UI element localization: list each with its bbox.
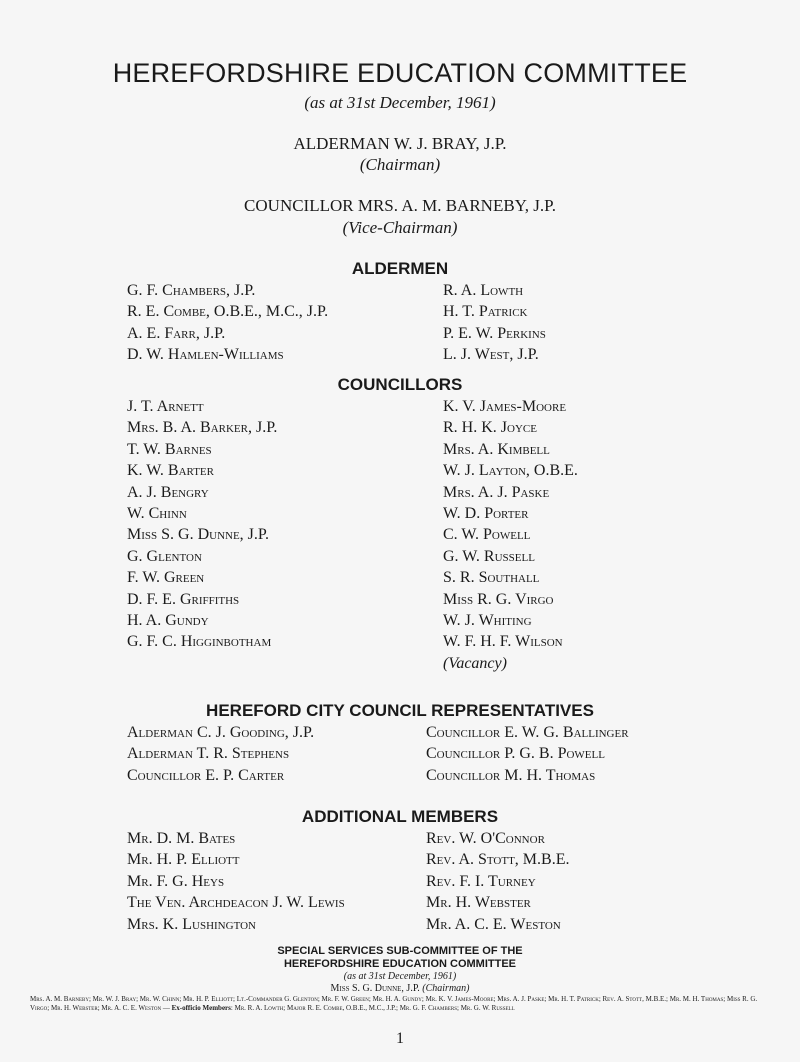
list-item: Mr. F. W. Green — [321, 995, 369, 1003]
list-item: G. W. Russell — [443, 547, 535, 565]
list-item: Mr. M. H. Thomas — [669, 995, 724, 1003]
list-item: Councillor M. H. Thomas — [426, 766, 596, 784]
list-item: Mrs. A. J. Paske — [443, 483, 550, 501]
special-members-list: Mrs. A. M. Barneby; Mr. W. J. Bray; Mr. W. Chinn; Mr. H. P. Elliott; Lt.-Commander G. Glenton; Mr. F. W. Green; Mr. H. A. Gundy; Mr. K. V. James-Moore; Mrs. A. J. Paske; Mr. H. T. Patrick; Rev. A. Stott, M.B.E.; Mr. M. H. Thomas; Miss R. G. Virgo; Mr. H. Webster; Mr. A. C. E. Weston — Ex-officio Members: Mr. R. A. Lowth; Major R. E. Combe, O.B.E., M.C., J.P.; Mr. G. F. Chambers; Mr. G. W. Russell — [30, 995, 758, 1012]
list-item: Mr. H. P. Elliott — [183, 995, 234, 1003]
list-item: H. T. Patrick — [443, 303, 528, 321]
list-item: Miss R. G. Virgo — [30, 995, 758, 1012]
list-item: P. E. W. Perkins — [443, 324, 546, 342]
councillors-left-column — [127, 396, 277, 653]
additional-left-column — [127, 828, 345, 935]
list-item: W. J. Layton, O.B.E. — [443, 462, 578, 480]
list-item: S. R. Southall — [443, 569, 540, 587]
list-item: Mr. H. Webster — [426, 894, 531, 912]
special-heading-line1: SPECIAL SERVICES SUB-COMMITTEE OF THE — [277, 945, 523, 957]
aldermen-left-column — [127, 280, 328, 366]
list-item: Alderman T. R. Stephens — [127, 745, 290, 763]
list-item: G. F. Chambers, J.P. — [127, 282, 256, 299]
list-item: Mr. A. C. E. Weston — [101, 1004, 162, 1012]
ex-officio-heading: Ex-officio Members — [171, 1004, 231, 1012]
document-title: HEREFORDSHIRE EDUCATION COMMITTEE — [112, 58, 688, 88]
list-item: Mr. H. A. Gundy — [372, 995, 422, 1003]
special-date: (as at 31st December, 1961) — [343, 971, 457, 982]
special-chair-name: Miss S. G. Dunne, J.P. — [330, 983, 420, 994]
list-item: Mr. W. Chinn — [139, 995, 180, 1003]
list-item: Mr. H. Webster — [50, 1004, 98, 1012]
city-council-left-column — [127, 722, 314, 786]
list-item: R. H. K. Joyce — [443, 419, 537, 437]
list-item: Rev. F. I. Turney — [426, 872, 536, 890]
councillors-heading: COUNCILLORS — [337, 375, 463, 394]
list-item: R. E. Combe, O.B.E., M.C., J.P. — [127, 303, 329, 321]
list-item: Councillor P. G. B. Powell — [426, 745, 605, 763]
list-item: W. F. H. F. Wilson — [443, 633, 563, 651]
list-item: Mr. A. C. E. Weston — [426, 915, 561, 933]
list-item: Rev. A. Stott, M.B.E. — [602, 995, 667, 1003]
list-item: Alderman C. J. Gooding, J.P. — [127, 724, 315, 741]
list-item: Councillor E. P. Carter — [127, 766, 285, 784]
city-council-right-column — [426, 722, 629, 786]
list-item: H. A. Gundy — [127, 612, 209, 630]
chairman-name: ALDERMAN W. J. BRAY, J.P. — [293, 134, 507, 153]
list-item: Mrs. A. M. Barneby — [30, 995, 89, 1003]
list-item: Miss R. G. Virgo — [443, 590, 554, 608]
list-item: D. W. Hamlen-Williams — [127, 346, 284, 364]
chairman-role: (Chairman) — [359, 155, 441, 174]
list-item: Mr. F. G. Heys — [127, 872, 225, 890]
list-item: K. V. James-Moore — [443, 398, 567, 415]
list-item: Mrs. K. Lushington — [127, 915, 256, 933]
vacancy-note: (Vacancy) — [443, 654, 507, 672]
document-date: (as at 31st December, 1961) — [304, 93, 496, 112]
vice-chairman-role: (Vice-Chairman) — [342, 218, 458, 237]
list-item: G. F. C. Higginbotham — [127, 633, 272, 651]
list-item: W. D. Porter — [443, 505, 529, 523]
list-item: Rev. W. O'Connor — [426, 830, 545, 847]
list-item: W. J. Whiting — [443, 612, 532, 630]
list-item: F. W. Green — [127, 569, 205, 587]
special-heading-line2: HEREFORDSHIRE EDUCATION COMMITTEE — [283, 958, 517, 970]
list-item: Mr. R. A. Lowth — [234, 1004, 284, 1012]
special-services-section — [0, 945, 800, 1025]
list-item: Mr. G. F. Chambers — [399, 1004, 457, 1012]
city-council-heading: HEREFORD CITY COUNCIL REPRESENTATIVES — [206, 701, 594, 720]
list-item: Mrs. B. A. Barker, J.P. — [127, 419, 278, 437]
list-item: Mr. H. P. Elliott — [127, 851, 240, 869]
page-number: 1 — [396, 1030, 404, 1047]
aldermen-right-column — [443, 280, 546, 366]
additional-members-heading: ADDITIONAL MEMBERS — [301, 807, 499, 826]
special-chair-role: (Chairman) — [422, 983, 470, 994]
list-item: Mr. K. V. James-Moore — [425, 995, 494, 1003]
list-item: Mrs. A. J. Paske — [497, 995, 545, 1003]
list-item: W. Chinn — [127, 505, 187, 523]
list-item: C. W. Powell — [443, 526, 531, 544]
councillors-right-column — [443, 396, 578, 674]
list-item: Rev. A. Stott, M.B.E. — [426, 851, 570, 869]
list-item: Mr. W. J. Bray — [92, 995, 137, 1003]
list-item: T. W. Barnes — [127, 440, 212, 458]
list-item: Miss S. G. Dunne, J.P. — [127, 526, 270, 544]
list-item: J. T. Arnett — [127, 398, 204, 415]
list-item: Mr. H. T. Patrick — [548, 995, 599, 1003]
list-item: Mrs. A. Kimbell — [443, 440, 550, 458]
list-item: A. J. Bengry — [127, 483, 209, 501]
list-item: The Ven. Archdeacon J. W. Lewis — [127, 894, 345, 912]
list-item: A. E. Farr, J.P. — [127, 324, 226, 342]
additional-right-column — [426, 828, 569, 935]
list-item: K. W. Barter — [127, 462, 214, 480]
list-item: Mr. D. M. Bates — [127, 830, 236, 847]
list-item: D. F. E. Griffiths — [127, 590, 240, 608]
list-item: Lt.-Commander G. Glenton — [236, 995, 318, 1003]
list-item: L. J. West, J.P. — [443, 346, 539, 364]
list-item: Councillor E. W. G. Ballinger — [426, 724, 629, 741]
list-item: Major R. E. Combe, O.B.E., M.C., J.P. — [286, 1004, 396, 1012]
vice-chairman-name: COUNCILLOR MRS. A. M. BARNEBY, J.P. — [244, 196, 556, 215]
list-item: R. A. Lowth — [443, 282, 524, 299]
list-item: G. Glenton — [127, 547, 202, 565]
aldermen-heading: ALDERMEN — [351, 259, 449, 278]
list-item: Mr. G. W. Russell — [460, 1004, 515, 1012]
